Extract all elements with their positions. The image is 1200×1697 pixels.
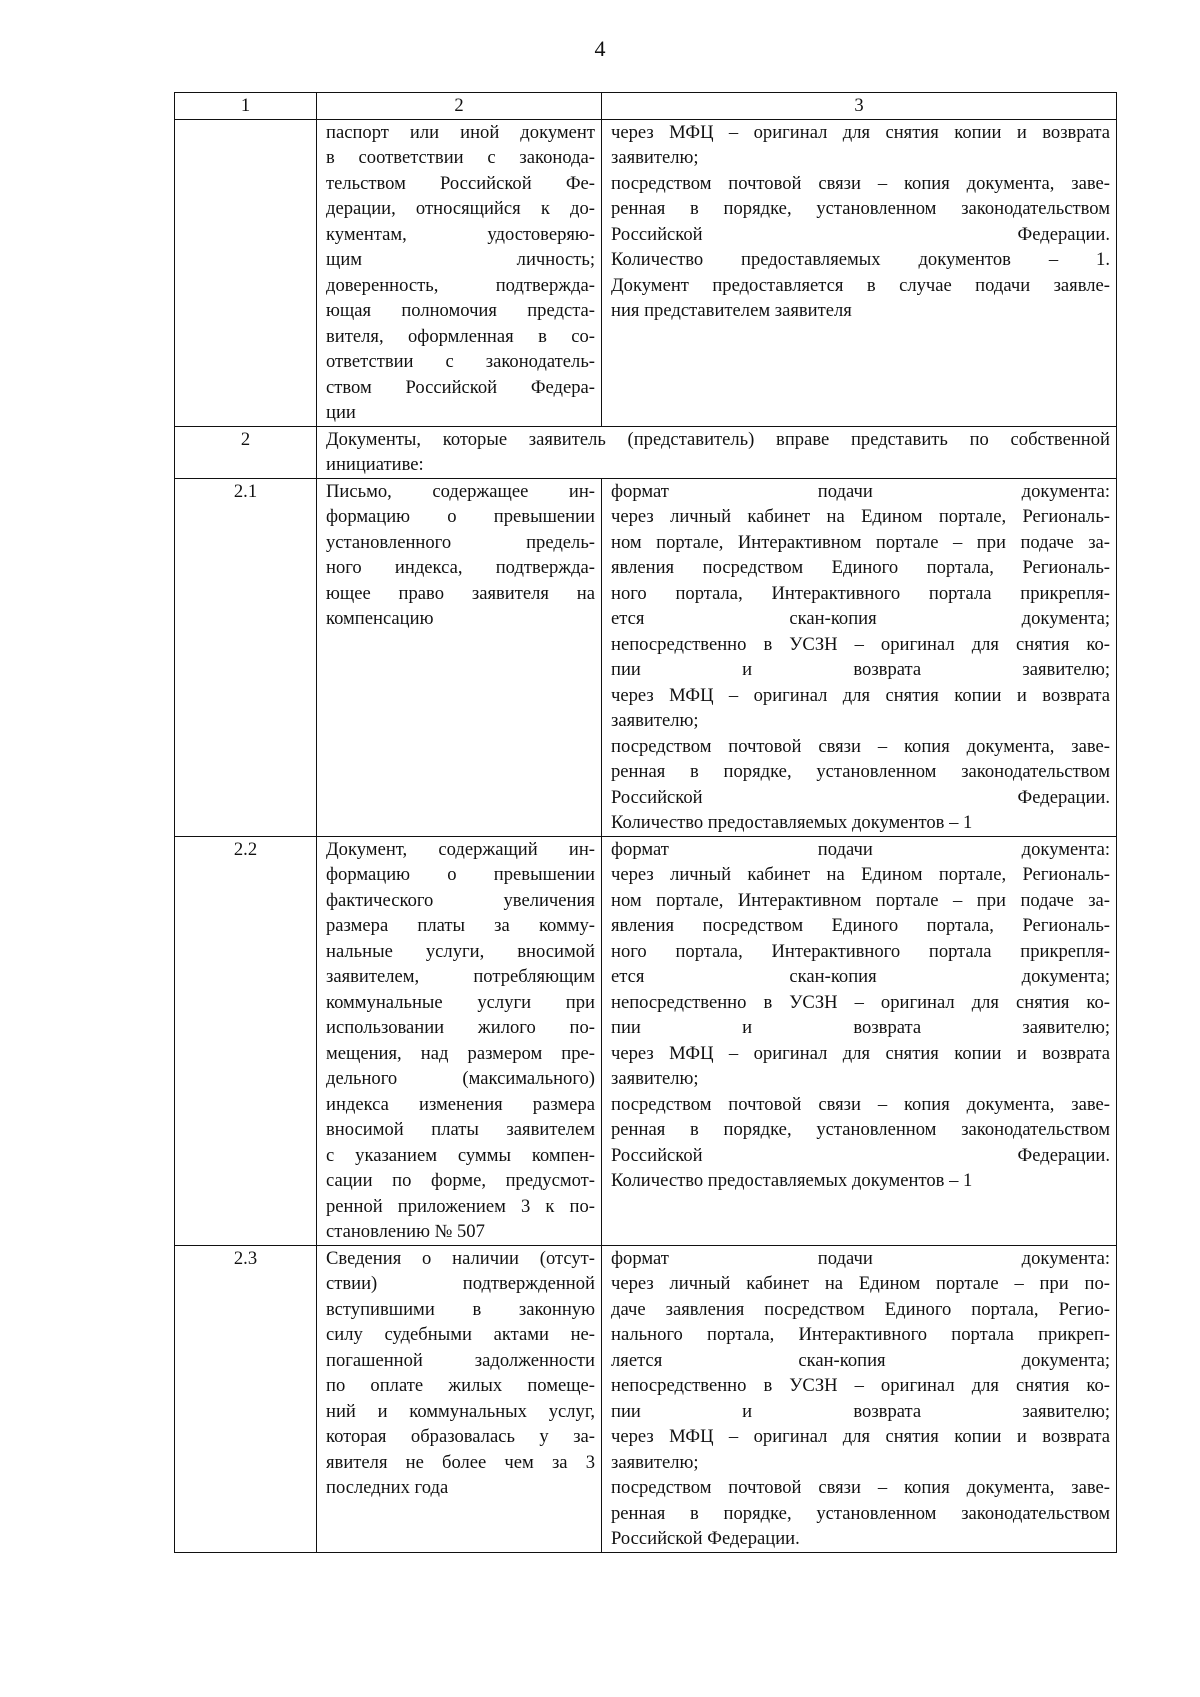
text-line: вступившими в законную <box>326 1298 595 1320</box>
text-line: через личный кабинет на Едином портале, Региональ- <box>611 506 1110 527</box>
text-line: мещения, над размером пре- <box>326 1042 595 1064</box>
document-name-cell <box>317 119 602 426</box>
document-table <box>174 92 1117 1553</box>
text-line: размера платы за комму- <box>326 915 595 936</box>
text-line: Российской Федерации. <box>611 786 1110 808</box>
text-line: Количество предоставляемых документов – 1. <box>611 249 1110 270</box>
text-line: формат подачи документа: <box>611 1247 1110 1269</box>
column-header-2: 2 <box>317 93 602 120</box>
text-line: кументам, удостоверяю- <box>326 223 595 245</box>
text-line: ется скан-копия документа; <box>611 608 1110 629</box>
text-line: посредством почтовой связи – копия документа, заве- <box>611 172 1110 194</box>
text-line: формат подачи документа: <box>611 480 1110 502</box>
text-line: заявителем, потребляющим <box>326 966 595 987</box>
text-line: Сведения о наличии (отсут- <box>326 1247 595 1269</box>
text-line: посредством почтовой связи – копия документа, заве- <box>611 1093 1110 1115</box>
text-line: ренная в порядке, установленном законодательством <box>611 1119 1110 1140</box>
text-line: сации по форме, предусмот- <box>326 1170 595 1191</box>
text-line: формацию о превышении <box>326 864 595 885</box>
text-line: ется скан-копия документа; <box>611 966 1110 987</box>
text-line: нального портала, Интерактивного портала прикреп- <box>611 1324 1110 1345</box>
text-line: ствии) подтвержденной <box>326 1273 595 1294</box>
text-line: непосредственно в УСЗН – оригинал для снятия ко- <box>611 991 1110 1013</box>
text-line: явителя не более чем за 3 <box>326 1451 595 1473</box>
table-row <box>175 119 1117 426</box>
row-number: 2.3 <box>175 1245 317 1552</box>
text-line: ренная в порядке, установленном законодательством <box>611 761 1110 782</box>
text-line: ном портале, Интерактивном портале – при подаче за- <box>611 889 1110 911</box>
text-line: силу судебными актами не- <box>326 1324 595 1345</box>
text-line: через МФЦ – оригинал для снятия копии и возврата <box>611 684 1110 706</box>
text-line: ющая полномочия предста- <box>326 300 595 321</box>
text-line: ренной приложением 3 к по- <box>326 1195 595 1217</box>
table-header-row <box>175 93 1117 120</box>
column-header-1: 1 <box>175 93 317 120</box>
text-line: заявителю; <box>611 1068 699 1089</box>
text-line: использовании жилого по- <box>326 1017 595 1038</box>
text-line: ции <box>326 402 356 423</box>
text-line: через МФЦ – оригинал для снятия копии и возврата <box>611 1426 1110 1447</box>
text-line: доверенность, подтвержда- <box>326 274 595 296</box>
text-line: щим личность; <box>326 249 595 270</box>
submission-details-cell <box>602 836 1117 1245</box>
text-line: Количество предоставляемых документов – 1 <box>611 812 973 833</box>
text-line: непосредственно в УСЗН – оригинал для снятия ко- <box>611 633 1110 655</box>
text-line: пии и возврата заявителю; <box>611 1017 1110 1038</box>
text-line: явления посредством Единого портала, Региональ- <box>611 915 1110 936</box>
text-line: дельного (максимального) <box>326 1068 595 1089</box>
section-number: 2 <box>175 426 317 478</box>
text-line: пии и возврата заявителю; <box>611 659 1110 680</box>
row-number: 2.2 <box>175 836 317 1245</box>
text-line: Документ, содержащий ин- <box>326 838 595 860</box>
submission-details-cell <box>602 119 1117 426</box>
text-line: Документы, которые заявитель (представитель) вправе представить по собственной <box>326 428 1110 450</box>
text-line: ния представителем заявителя <box>611 300 852 321</box>
table-section-row <box>175 426 1117 478</box>
text-line: пии и возврата заявителю; <box>611 1400 1110 1422</box>
text-line: ного портала, Интерактивного портала прикрепля- <box>611 940 1110 962</box>
table-row <box>175 1245 1117 1552</box>
document-name-cell <box>317 478 602 836</box>
table-row <box>175 836 1117 1245</box>
text-line: ного портала, Интерактивного портала прикрепля- <box>611 582 1110 604</box>
document-name-cell <box>317 836 602 1245</box>
text-line: ляется скан-копия документа; <box>611 1349 1110 1371</box>
text-line: заявителю; <box>611 147 699 168</box>
text-line: ством Российской Федера- <box>326 376 595 398</box>
text-line: вителя, оформленная в со- <box>326 325 595 347</box>
text-line: заявителю; <box>611 710 699 731</box>
text-line: нальные услуги, вносимой <box>326 940 595 962</box>
text-line: ответствии с законодатель- <box>326 351 595 372</box>
text-line: дерации, относящийся к до- <box>326 198 595 219</box>
text-line: Документ предоставляется в случае подачи заявле- <box>611 274 1110 296</box>
text-line: в соответствии с законода- <box>326 147 595 168</box>
text-line: формат подачи документа: <box>611 838 1110 860</box>
text-line: ном портале, Интерактивном портале – при подаче за- <box>611 531 1110 553</box>
text-line: коммунальные услуги при <box>326 991 595 1013</box>
submission-details-cell <box>602 1245 1117 1552</box>
page-number: 4 <box>594 36 606 61</box>
text-line: Российской Федерации. <box>611 223 1110 245</box>
table-row <box>175 478 1117 836</box>
text-line: по оплате жилых помеще- <box>326 1375 595 1396</box>
row-number <box>175 119 317 426</box>
text-line: посредством почтовой связи – копия документа, заве- <box>611 1477 1110 1498</box>
text-line: даче заявления посредством Единого портала, Регио- <box>611 1298 1110 1320</box>
text-line: паспорт или иной документ <box>326 121 595 143</box>
text-line: инициативе: <box>326 454 424 475</box>
text-line: Письмо, содержащее ин- <box>326 480 595 502</box>
section-title-cell <box>317 426 1117 478</box>
text-line: Российской Федерации. <box>611 1528 800 1549</box>
document-name-cell <box>317 1245 602 1552</box>
text-line: Российской Федерации. <box>611 1144 1110 1166</box>
row-number: 2.1 <box>175 478 317 836</box>
text-line: погашенной задолженности <box>326 1349 595 1371</box>
text-line: вносимой платы заявителем <box>326 1119 595 1140</box>
text-line: ющее право заявителя на <box>326 582 595 604</box>
text-line: через личный кабинет на Едином портале, Региональ- <box>611 864 1110 885</box>
text-line: Количество предоставляемых документов – 1 <box>611 1170 973 1191</box>
text-line: которая образовалась у за- <box>326 1426 595 1447</box>
text-line: с указанием суммы компен- <box>326 1144 595 1166</box>
text-line: явления посредством Единого портала, Региональ- <box>611 557 1110 578</box>
text-line: индекса изменения размера <box>326 1093 595 1115</box>
text-line: посредством почтовой связи – копия документа, заве- <box>611 735 1110 757</box>
text-line: установленного предель- <box>326 531 595 553</box>
text-line: компенсацию <box>326 608 434 629</box>
text-line: через МФЦ – оригинал для снятия копии и возврата <box>611 121 1110 143</box>
text-line: через МФЦ – оригинал для снятия копии и возврата <box>611 1042 1110 1064</box>
text-line: тельством Российской Фе- <box>326 172 595 194</box>
column-header-3: 3 <box>602 93 1117 120</box>
text-line: формацию о превышении <box>326 506 595 527</box>
text-line: последних года <box>326 1477 449 1498</box>
text-line: ного индекса, подтвержда- <box>326 557 595 578</box>
text-line: ренная в порядке, установленном законодательством <box>611 198 1110 219</box>
text-line: ний и коммунальных услуг, <box>326 1400 595 1422</box>
text-line: становлению № 507 <box>326 1221 485 1242</box>
text-line: через личный кабинет на Едином портале – при по- <box>611 1273 1110 1294</box>
submission-details-cell <box>602 478 1117 836</box>
text-line: непосредственно в УСЗН – оригинал для снятия ко- <box>611 1375 1110 1396</box>
text-line: заявителю; <box>611 1451 699 1473</box>
text-line: фактического увеличения <box>326 889 595 911</box>
text-line: ренная в порядке, установленном законодательством <box>611 1502 1110 1524</box>
